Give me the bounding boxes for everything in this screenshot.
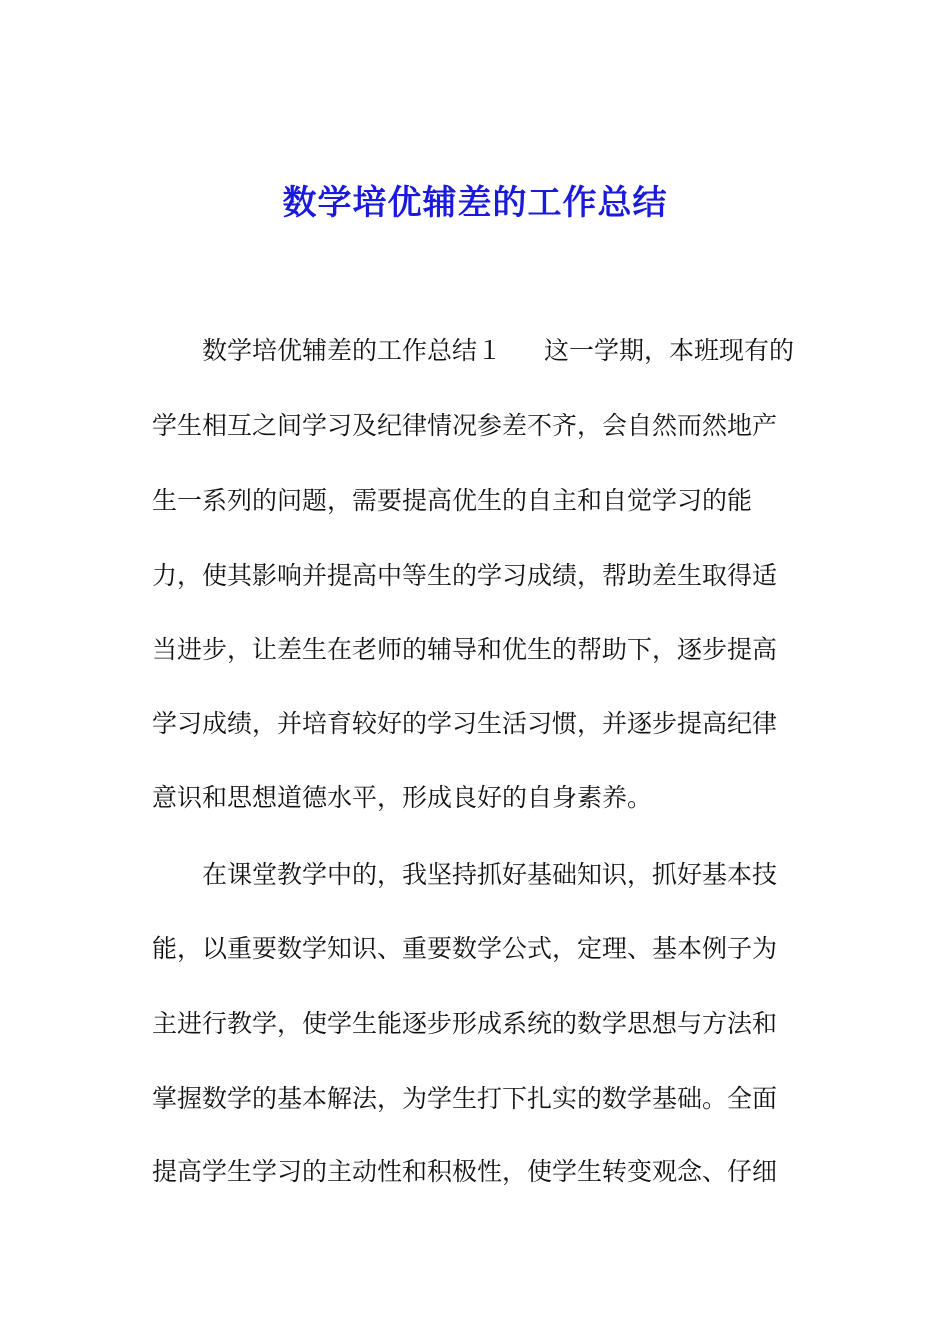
paragraph-line: 生一系列的问题，需要提高优生的自主和自觉学习的能: [152, 486, 753, 515]
paragraph-line: 提高学生学习的主动性和积极性，使学生转变观念、仔细: [152, 1157, 778, 1186]
paragraph-line: 这一学期，本班现有的: [544, 336, 795, 365]
paragraph-line: 当进步，让差生在老师的辅导和优生的帮助下，逐步提高: [152, 635, 778, 664]
paragraph-line: 掌握数学的基本解法，为学生打下扎实的数学基础。全面: [152, 1084, 778, 1113]
document-title: 数学培优辅差的工作总结: [282, 183, 668, 223]
paragraph-line: 学习成绩，并培育较好的学习生活习惯，并逐步提高纪律: [152, 709, 778, 738]
paragraph-line: 能，以重要数学知识、重要数学公式，定理、基本例子为: [152, 934, 778, 963]
paragraph-line: 学生相互之间学习及纪律情况参差不齐，会自然而然地产: [152, 411, 778, 440]
paragraph-line: 在课堂教学中的，我坚持抓好基础知识，抓好基本技: [202, 860, 778, 889]
section-heading: 数学培优辅差的工作总结１: [202, 336, 503, 365]
paragraph-line: 意识和思想道德水平，形成良好的自身素养。: [152, 783, 653, 812]
paragraph-line: 力，使其影响并提高中等生的学习成绩，帮助差生取得适: [152, 561, 778, 590]
paragraph-1-first-line: [202, 331, 794, 371]
paragraph-line: 主进行教学，使学生能逐步形成系统的数学思想与方法和: [152, 1009, 778, 1038]
